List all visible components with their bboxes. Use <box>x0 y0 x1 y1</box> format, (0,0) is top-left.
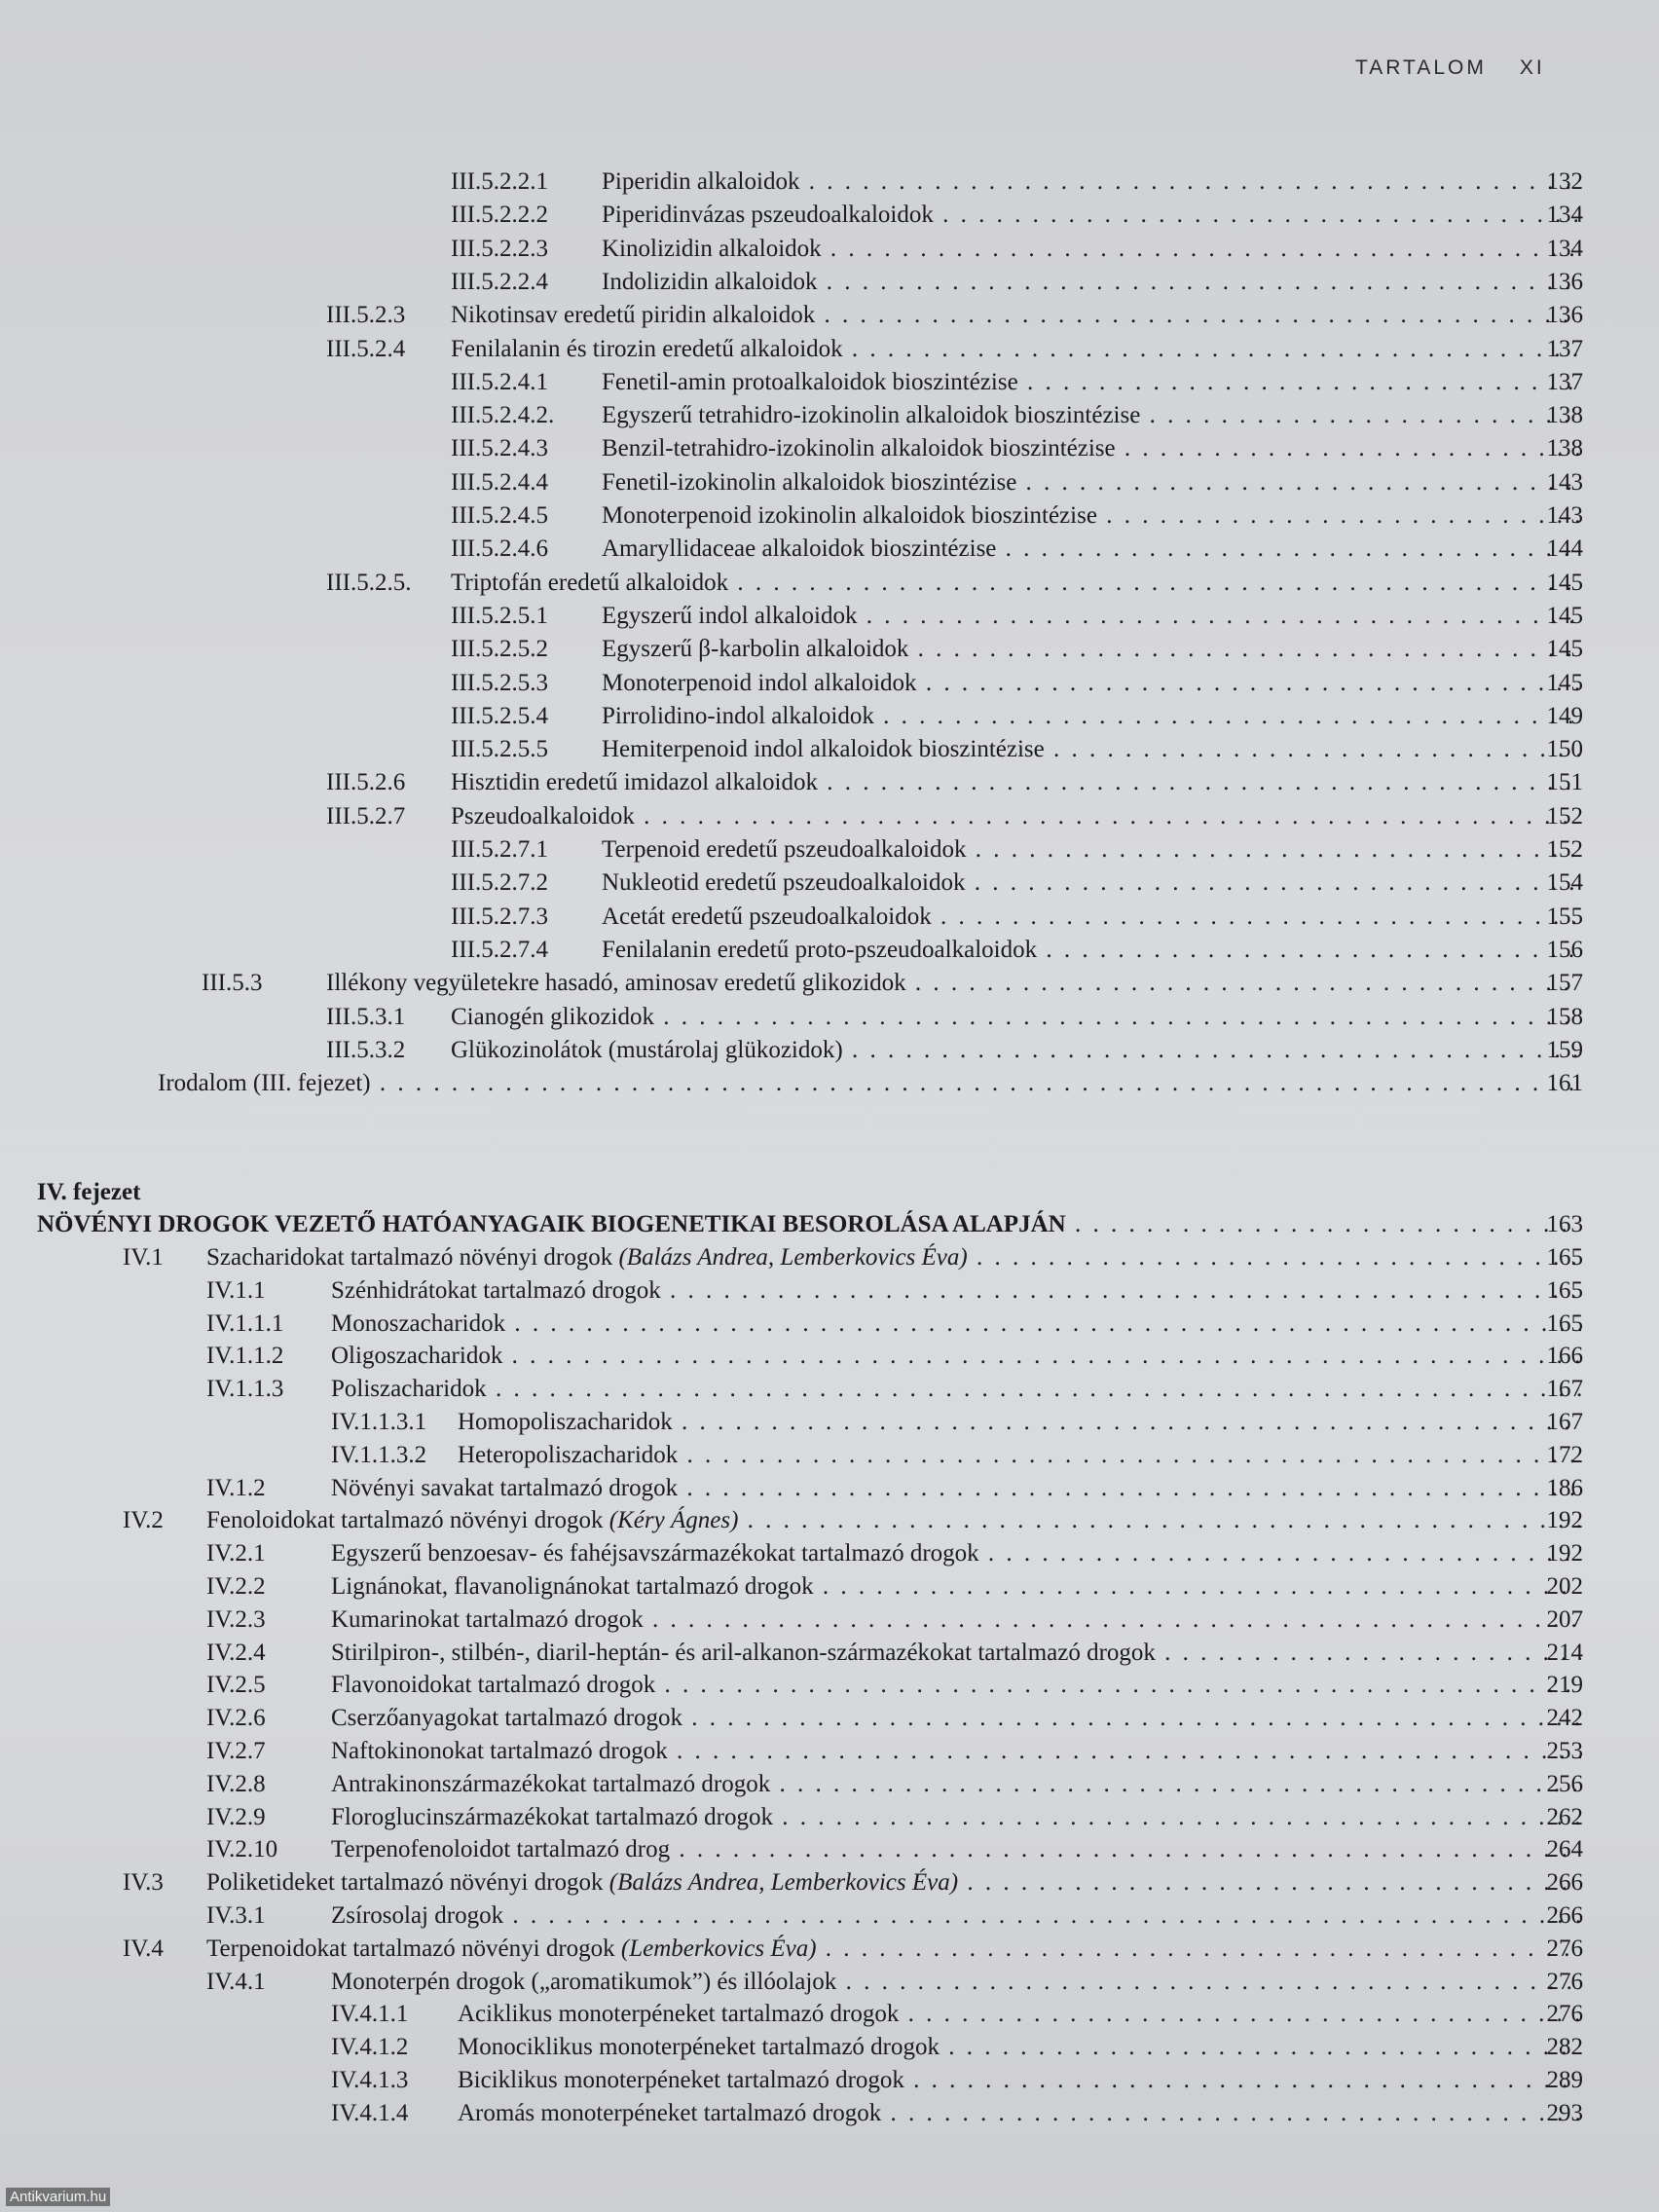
toc-entry-number: IV.1.1.3.1 <box>331 1409 427 1435</box>
toc-entry-page: 266 <box>1546 1902 1583 1929</box>
toc-entry-title <box>451 299 1581 332</box>
toc-entry-number: IV.2.7 <box>206 1738 266 1764</box>
toc-entry-number: IV.2.1 <box>206 1540 266 1567</box>
toc-entry-title-text: NÖVÉNYI DROGOK VEZETŐ HATÓANYAGAIK BIOGENETIKAI BESOROLÁSA ALAPJÁN <box>37 1211 1066 1237</box>
toc-entry-page: 165 <box>1546 1244 1583 1271</box>
toc-entry-page: 256 <box>1546 1770 1583 1797</box>
toc-entry-page: 276 <box>1546 2001 1583 2028</box>
toc-entry-number: III.5.2.2.2 <box>451 202 548 229</box>
toc-entry[interactable] <box>0 1702 1659 1735</box>
toc-entry-title-text: Indolizidin alkaloidok <box>602 268 818 295</box>
toc-entry-title-text: Zsírosolaj drogok <box>331 1902 504 1929</box>
toc-entry-title <box>331 1373 1581 1406</box>
toc-entry-number: IV.1 <box>123 1244 164 1271</box>
toc-entry-page: 155 <box>1546 903 1583 930</box>
toc-entry-number: III.5.3 <box>202 970 263 997</box>
toc-entry-title <box>331 1637 1581 1670</box>
toc-entry[interactable] <box>0 633 1659 666</box>
toc-entry-title <box>602 499 1581 533</box>
toc-entry-title <box>602 934 1581 967</box>
toc-entry-title <box>451 766 1581 799</box>
toc-entry-page: 192 <box>1546 1540 1583 1567</box>
toc-entry-number: III.5.2.7.2 <box>451 869 548 897</box>
toc-entry-title <box>331 1702 1581 1735</box>
toc-entry[interactable] <box>0 700 1659 733</box>
toc-entry-title-text: Fenoloidokat tartalmazó növényi drogok <box>206 1507 604 1534</box>
toc-entry-page: 145 <box>1546 669 1583 696</box>
toc-entry-number: III.5.2.7.4 <box>451 936 548 963</box>
toc-entry-number: III.5.2.4.5 <box>451 502 548 529</box>
toc-entry-number: IV.4 <box>123 1935 164 1962</box>
toc-entry-title-text: Egyszerű indol alkaloidok <box>602 602 858 629</box>
toc-entry-number: IV.4.1.3 <box>331 2067 409 2093</box>
toc-entry-number: III.5.2.5.4 <box>451 702 548 729</box>
toc-entry[interactable] <box>0 1735 1659 1768</box>
toc-entry-page: 165 <box>1546 1276 1583 1304</box>
toc-entry-title-text: Pirrolidino-indol alkaloidok <box>602 702 874 729</box>
toc-entry-title <box>331 1308 1581 1341</box>
toc-entry-page: 289 <box>1546 2067 1583 2093</box>
toc-entry-number: IV.3.1 <box>206 1902 266 1929</box>
toc-entry-title <box>331 1833 1581 1866</box>
toc-entry[interactable] <box>0 1504 1659 1537</box>
toc-entry[interactable] <box>0 866 1659 900</box>
toc-entry-title <box>458 2097 1581 2130</box>
toc-entry[interactable] <box>0 1067 1659 1100</box>
toc-entry[interactable] <box>0 1241 1659 1274</box>
toc-entry-title <box>331 1801 1581 1834</box>
toc-entry[interactable] <box>0 766 1659 799</box>
toc-entry-page: 172 <box>1546 1441 1583 1468</box>
toc-entry-title <box>602 233 1581 266</box>
toc-entry-number: IV.1.1.1 <box>206 1309 284 1337</box>
toc-entry-title <box>602 366 1581 399</box>
toc-entry-title-text: Amaryllidaceae alkaloidok bioszintézise <box>602 535 997 563</box>
toc-entry-number: III.5.2.2.4 <box>451 268 548 295</box>
toc-entry-title <box>206 1241 1581 1274</box>
toc-entry[interactable] <box>0 1208 1659 1241</box>
toc-entry-title <box>331 1669 1581 1702</box>
toc-entry-title-text: Glükozinolátok (mustárolaj glükozidok) <box>451 1036 843 1063</box>
toc-entry-number: III.5.2.7.1 <box>451 836 548 863</box>
toc-entry-page: 145 <box>1546 636 1583 663</box>
toc-entry-page: 138 <box>1546 402 1583 429</box>
toc-entry-title <box>158 1067 1581 1100</box>
toc-entry-number: IV.2 <box>123 1507 164 1534</box>
toc-entry[interactable] <box>0 166 1659 199</box>
toc-entry-page: 137 <box>1546 335 1583 362</box>
toc-entry-number: IV.1.1 <box>206 1276 266 1304</box>
toc-entry[interactable] <box>0 1034 1659 1067</box>
toc-entry-page: 186 <box>1546 1474 1583 1501</box>
toc-entry-title-text: Hemiterpenoid indol alkaloidok bioszintézise <box>602 736 1045 763</box>
toc-entry-title <box>451 800 1581 833</box>
toc-entry[interactable] <box>0 1274 1659 1308</box>
toc-entry-number: IV.2.8 <box>206 1770 266 1797</box>
toc-entry-number: III.5.2.6 <box>326 769 406 796</box>
toc-entry[interactable] <box>0 567 1659 600</box>
toc-entry-page: 276 <box>1546 1935 1583 1962</box>
toc-entry-title <box>331 1274 1581 1308</box>
toc-entry-title <box>602 466 1581 499</box>
toc-entry-title <box>451 567 1581 600</box>
toc-entry-page: 202 <box>1546 1573 1583 1600</box>
toc-entry-page: 137 <box>1546 368 1583 395</box>
toc-entry-page: 293 <box>1546 2099 1583 2126</box>
toc-entry-number: III.5.2.5.5 <box>451 736 548 763</box>
toc-entry[interactable] <box>0 299 1659 332</box>
toc-entry-number: IV.2.3 <box>206 1605 266 1633</box>
toc-entry-number: III.5.2.4.1 <box>451 368 548 395</box>
toc-entry-title-text: Cianogén glikozidok <box>451 1003 654 1030</box>
toc-entry-number: IV.1.1.2 <box>206 1343 284 1370</box>
toc-entry-title-text: Fenetil-amin protoalkaloidok bioszintézise <box>602 368 1018 395</box>
toc-entry-number: IV.3 <box>123 1869 164 1897</box>
toc-entry[interactable] <box>0 499 1659 533</box>
toc-entry-title-text: Biciklikus monoterpéneket tartalmazó drogok <box>458 2067 904 2093</box>
toc-entry-page: 167 <box>1546 1409 1583 1435</box>
toc-entry[interactable] <box>0 667 1659 700</box>
toc-entry-title <box>326 967 1581 1000</box>
toc-entry-title <box>331 1899 1581 1933</box>
toc-entry-number: III.5.2.5. <box>326 569 412 596</box>
toc-entry-number: IV.1.2 <box>206 1474 266 1501</box>
toc-entry-title-text: Acetát eredetű pszeudoalkaloidok <box>602 903 932 930</box>
toc-entry-title-text: Flavonoidokat tartalmazó drogok <box>331 1672 656 1699</box>
toc-entry-number: III.5.2.2.3 <box>451 235 548 262</box>
toc-entry-page: 138 <box>1546 435 1583 462</box>
toc-entry-title-text: Cserzőanyagokat tartalmazó drogok <box>331 1705 682 1732</box>
toc-entry[interactable] <box>0 1669 1659 1702</box>
toc-entry-title-text: Irodalom (III. fejezet) <box>158 1070 371 1097</box>
toc-entry-title-text: Monoszacharidok <box>331 1309 506 1337</box>
toc-entry-page: 264 <box>1546 1836 1583 1863</box>
toc-entry[interactable] <box>0 2064 1659 2097</box>
toc-entry-page: 159 <box>1546 1036 1583 1063</box>
toc-entry-title-text: Monociklikus monoterpéneket tartalmazó drogok <box>458 2034 940 2061</box>
toc-entry-title <box>458 1998 1581 2031</box>
toc-entry-title <box>331 1472 1581 1505</box>
toc-entry-title-text: Monoterpenoid izokinolin alkaloidok bioszintézise <box>602 502 1097 529</box>
toc-entry-page: 149 <box>1546 702 1583 729</box>
toc-entry-title <box>331 1340 1581 1373</box>
toc-entry-title-text: Terpenoid eredetű pszeudoalkaloidok <box>602 836 967 863</box>
toc-entry[interactable] <box>0 733 1659 766</box>
toc-entry-title-text: Poliketideket tartalmazó növényi drogok <box>206 1869 604 1897</box>
toc-entry-number: IV.2.9 <box>206 1803 266 1830</box>
toc-entry-title-text: Monoterpenoid indol alkaloidok <box>602 669 917 696</box>
toc-entry[interactable] <box>0 833 1659 866</box>
toc-entry-number: IV.2.10 <box>206 1836 278 1863</box>
toc-entry-title-text: Oligoszacharidok <box>331 1343 503 1370</box>
toc-entry-number: IV.2.4 <box>206 1639 266 1666</box>
toc-entry-number: IV.4.1.1 <box>331 2001 409 2028</box>
toc-entry[interactable] <box>0 901 1659 934</box>
toc-entry-title-text: Egyszerű tetrahidro-izokinolin alkaloidok bioszintézise <box>602 402 1141 429</box>
toc-entry[interactable] <box>0 967 1659 1000</box>
toc-entry-title-text: Hisztidin eredetű imidazol alkaloidok <box>451 769 818 796</box>
watermark: Antikvarium.hu <box>6 2188 110 2206</box>
toc-entry-title <box>602 833 1581 866</box>
toc-entry-page: 242 <box>1546 1705 1583 1732</box>
toc-entry-title-text: Illékony vegyületekre hasadó, aminosav eredetű glikozidok <box>326 970 906 997</box>
toc-entry-title-text: Fenetil-izokinolin alkaloidok bioszintézise <box>602 468 1017 496</box>
toc-entry-number: III.5.2.5.1 <box>451 602 548 629</box>
toc-entry-number: III.5.2.4.3 <box>451 435 548 462</box>
toc-entry[interactable] <box>0 1768 1659 1801</box>
toc-entry[interactable] <box>0 432 1659 465</box>
toc-entry-title-text: Piperidinvázas pszeudoalkaloidok <box>602 202 934 229</box>
toc-entry-number: IV.2.5 <box>206 1672 266 1699</box>
toc-entry-title <box>206 1504 1581 1537</box>
toc-entry-title <box>206 1866 1581 1899</box>
toc-entry-title <box>331 1537 1581 1570</box>
toc-entry-number: III.5.2.4.6 <box>451 535 548 563</box>
toc-entry-title-text: Nikotinsav eredetű piridin alkaloidok <box>451 302 816 329</box>
toc-entry-authors: (Balázs Andrea, Lemberkovics Éva) <box>612 1244 968 1271</box>
toc-entry-title <box>602 399 1581 432</box>
toc-entry[interactable] <box>0 366 1659 399</box>
toc-entry[interactable] <box>0 1637 1659 1670</box>
toc-entry[interactable] <box>0 1340 1659 1373</box>
toc-entry-page: 266 <box>1546 1869 1583 1897</box>
toc-entry-title <box>331 1570 1581 1604</box>
toc-entry-number: IV.4.1.2 <box>331 2034 409 2061</box>
toc-entry-number: III.5.2.7.3 <box>451 903 548 930</box>
toc-entry-title <box>602 166 1581 199</box>
toc-entry-title-text: Triptofán eredetű alkaloidok <box>451 569 729 596</box>
running-head-page: XI <box>1519 56 1545 79</box>
toc-entry-title <box>458 1439 1581 1472</box>
toc-entry-authors: (Lemberkovics Éva) <box>614 1935 817 1962</box>
toc-entry[interactable] <box>0 1472 1659 1505</box>
toc-entry-title <box>602 533 1581 566</box>
toc-entry-title-text: Terpenoidokat tartalmazó növényi drogok <box>206 1935 615 1962</box>
toc-entry-page: 143 <box>1546 502 1583 529</box>
toc-entry-title-text: Heteropoliszacharidok <box>458 1441 679 1468</box>
toc-entry-title <box>602 733 1581 766</box>
toc-entry-title <box>602 600 1581 633</box>
toc-entry-page: 253 <box>1546 1738 1583 1764</box>
toc-entry-title-text: Szénhidrátokat tartalmazó drogok <box>331 1276 661 1304</box>
toc-entry-page: 151 <box>1546 769 1583 796</box>
toc-entry-number: IV.4.1.4 <box>331 2099 409 2126</box>
toc-entry-title <box>458 2064 1581 2097</box>
toc-entry-number: III.5.2.4.4 <box>451 468 548 496</box>
toc-entry[interactable] <box>0 1998 1659 2031</box>
toc-entry-number: III.5.3.2 <box>326 1036 406 1063</box>
toc-entry-title-text: Pszeudoalkaloidok <box>451 802 635 830</box>
toc-entry[interactable] <box>0 333 1659 366</box>
toc-entry[interactable] <box>0 800 1659 833</box>
toc-entry-page: 167 <box>1546 1376 1583 1403</box>
toc-entry[interactable] <box>0 1406 1659 1439</box>
toc-entry-title <box>602 432 1581 465</box>
toc-entry[interactable] <box>0 1537 1659 1570</box>
toc-entry-page: 282 <box>1546 2034 1583 2061</box>
toc-entry-title-text: Fenilalanin eredetű proto-pszeudoalkaloidok <box>602 936 1038 963</box>
toc-entry-number: III.5.3.1 <box>326 1003 406 1030</box>
toc-entry[interactable] <box>0 466 1659 499</box>
toc-entry-title-text: Aciklikus monoterpéneket tartalmazó drogok <box>458 2001 900 2028</box>
toc-entry-page: 214 <box>1546 1639 1583 1666</box>
toc-entry-title <box>602 901 1581 934</box>
toc-entry-page: 192 <box>1546 1507 1583 1534</box>
toc-entry-number: III.5.2.5.2 <box>451 636 548 663</box>
toc-entry-number: III.5.2.2.1 <box>451 168 548 195</box>
toc-entry[interactable] <box>0 233 1659 266</box>
toc-entry-authors: (Balázs Andrea, Lemberkovics Éva) <box>603 1869 959 1897</box>
toc-entry-page: 156 <box>1546 936 1583 963</box>
toc-entry-title <box>602 700 1581 733</box>
toc-entry-page: 165 <box>1546 1309 1583 1337</box>
toc-entry-page: 157 <box>1546 970 1583 997</box>
toc-entry-page: 134 <box>1546 202 1583 229</box>
toc-entry-page: 136 <box>1546 268 1583 295</box>
toc-entry-title <box>602 633 1581 666</box>
toc-entry-number: III.5.2.4 <box>326 335 406 362</box>
toc-entry-title <box>451 333 1581 366</box>
toc-entry-page: 143 <box>1546 468 1583 496</box>
toc-entry-page: 219 <box>1546 1672 1583 1699</box>
toc-entry-number: III.5.2.3 <box>326 302 406 329</box>
toc-entry[interactable] <box>0 1966 1659 1999</box>
toc-entry-number: IV.4.1 <box>206 1968 266 1995</box>
toc-entry-title-text: Piperidin alkaloidok <box>602 168 800 195</box>
toc-entry-title-text: Nukleotid eredetű pszeudoalkaloidok <box>602 869 966 897</box>
toc-entry[interactable] <box>0 1899 1659 1933</box>
toc-entry[interactable] <box>0 399 1659 432</box>
toc-entry-title <box>206 1933 1581 1966</box>
toc-entry-page: 145 <box>1546 602 1583 629</box>
toc-entry-page: 161 <box>1546 1070 1583 1097</box>
toc-entry-page: 154 <box>1546 869 1583 897</box>
toc-entry-page: 207 <box>1546 1605 1583 1633</box>
toc-entry-number: III.5.2.4.2. <box>451 402 555 429</box>
toc-entry-page: 262 <box>1546 1803 1583 1830</box>
toc-entry-title-text: Kinolizidin alkaloidok <box>602 235 822 262</box>
toc-entry[interactable] <box>0 1570 1659 1604</box>
toc-entry-title-text: Naftokinonokat tartalmazó drogok <box>331 1738 668 1764</box>
toc-entry-title-text: Egyszerű β-karbolin alkaloidok <box>602 636 909 663</box>
toc-entry-page: 152 <box>1546 802 1583 830</box>
toc-entry-title-text: Aromás monoterpéneket tartalmazó drogok <box>458 2099 882 2126</box>
toc-entry-page: 158 <box>1546 1003 1583 1030</box>
toc-entry[interactable] <box>0 266 1659 299</box>
toc-entry-title <box>458 1406 1581 1439</box>
toc-entry-number: IV.1.1.3.2 <box>331 1441 427 1468</box>
toc-entry[interactable] <box>0 1933 1659 1966</box>
toc-entry[interactable] <box>0 600 1659 633</box>
chapter-label: IV. fejezet <box>37 1179 141 1205</box>
toc-entry-title <box>331 1768 1581 1801</box>
toc-entry-title <box>37 1208 1581 1241</box>
toc-entry-page: 134 <box>1546 235 1583 262</box>
toc-entry-page: 166 <box>1546 1343 1583 1370</box>
toc-entry-title-text: Egyszerű benzoesav- és fahéjsavszármazékokat tartalmazó drogok <box>331 1540 979 1567</box>
toc-entry-title <box>331 1735 1581 1768</box>
toc-entry-title <box>602 866 1581 900</box>
toc-entry[interactable] <box>0 2097 1659 2130</box>
toc-entry-title-text: Lignánokat, flavanolignánokat tartalmazó drogok <box>331 1573 814 1600</box>
toc-entry-title-text: Monoterpén drogok („aromatikumok”) és illóolajok <box>331 1968 837 1995</box>
toc-entry-number: III.5.2.7 <box>326 802 406 830</box>
toc-entry[interactable] <box>0 1373 1659 1406</box>
toc-entry-authors: (Kéry Ágnes) <box>603 1507 739 1534</box>
toc-entry-title-text: Stirilpiron-, stilbén-, diaril-heptán- és aril-alkanon-származékokat tartalmazó drogok <box>331 1639 1156 1666</box>
toc-entry-number: IV.1.1.3 <box>206 1376 284 1403</box>
toc-entry[interactable] <box>0 2031 1659 2064</box>
toc-entry-page: 132 <box>1546 168 1583 195</box>
toc-entry-title-text: Kumarinokat tartalmazó drogok <box>331 1605 644 1633</box>
toc-entry-page: 145 <box>1546 569 1583 596</box>
toc-entry[interactable] <box>0 199 1659 232</box>
toc-entry-title-text: Homopoliszacharidok <box>458 1409 673 1435</box>
toc-entry-title <box>602 266 1581 299</box>
toc-entry-page: 152 <box>1546 836 1583 863</box>
toc-entry-number: III.5.2.5.3 <box>451 669 548 696</box>
toc-entry[interactable] <box>0 1604 1659 1637</box>
toc-entry-page: 144 <box>1546 535 1583 563</box>
toc-entry[interactable] <box>0 1001 1659 1034</box>
toc-entry-title <box>331 1966 1581 1999</box>
toc-entry-title <box>451 1034 1581 1067</box>
toc-entry-title <box>602 667 1581 700</box>
toc-entry[interactable] <box>0 1801 1659 1834</box>
toc-entry-page: 163 <box>1546 1211 1583 1237</box>
toc-entry-title-text: Floroglucinszármazékokat tartalmazó drogok <box>331 1803 774 1830</box>
running-head-title: TARTALOM <box>1355 56 1487 79</box>
toc-entry-title-text: Fenilalanin és tirozin eredetű alkaloidok <box>451 335 843 362</box>
toc-entry[interactable] <box>0 1833 1659 1866</box>
toc-entry-title-text: Szacharidokat tartalmazó növényi drogok <box>206 1244 613 1271</box>
toc-entry[interactable] <box>0 1866 1659 1899</box>
toc-entry-page: 150 <box>1546 736 1583 763</box>
toc-entry-number: IV.2.6 <box>206 1705 266 1732</box>
toc-entry[interactable] <box>0 1308 1659 1341</box>
toc-entry-title <box>451 1001 1581 1034</box>
toc-entry[interactable] <box>0 934 1659 967</box>
toc-entry[interactable] <box>0 533 1659 566</box>
toc-entry-title <box>602 199 1581 232</box>
toc-entry[interactable] <box>0 1439 1659 1472</box>
toc-entry-title-text: Benzil-tetrahidro-izokinolin alkaloidok bioszintézise <box>602 435 1116 462</box>
toc-entry-title <box>331 1604 1581 1637</box>
toc-entry-title-text: Poliszacharidok <box>331 1376 487 1403</box>
toc-entry-page: 276 <box>1546 1968 1583 1995</box>
toc-entry-title <box>458 2031 1581 2064</box>
toc-entry-number: IV.2.2 <box>206 1573 266 1600</box>
toc-entry-page: 136 <box>1546 302 1583 329</box>
toc-entry-title-text: Növényi savakat tartalmazó drogok <box>331 1474 679 1501</box>
toc-entry-title-text: Antrakinonszármazékokat tartalmazó drogok <box>331 1770 771 1797</box>
toc-entry-title-text: Terpenofenoloidot tartalmazó drog <box>331 1836 671 1863</box>
